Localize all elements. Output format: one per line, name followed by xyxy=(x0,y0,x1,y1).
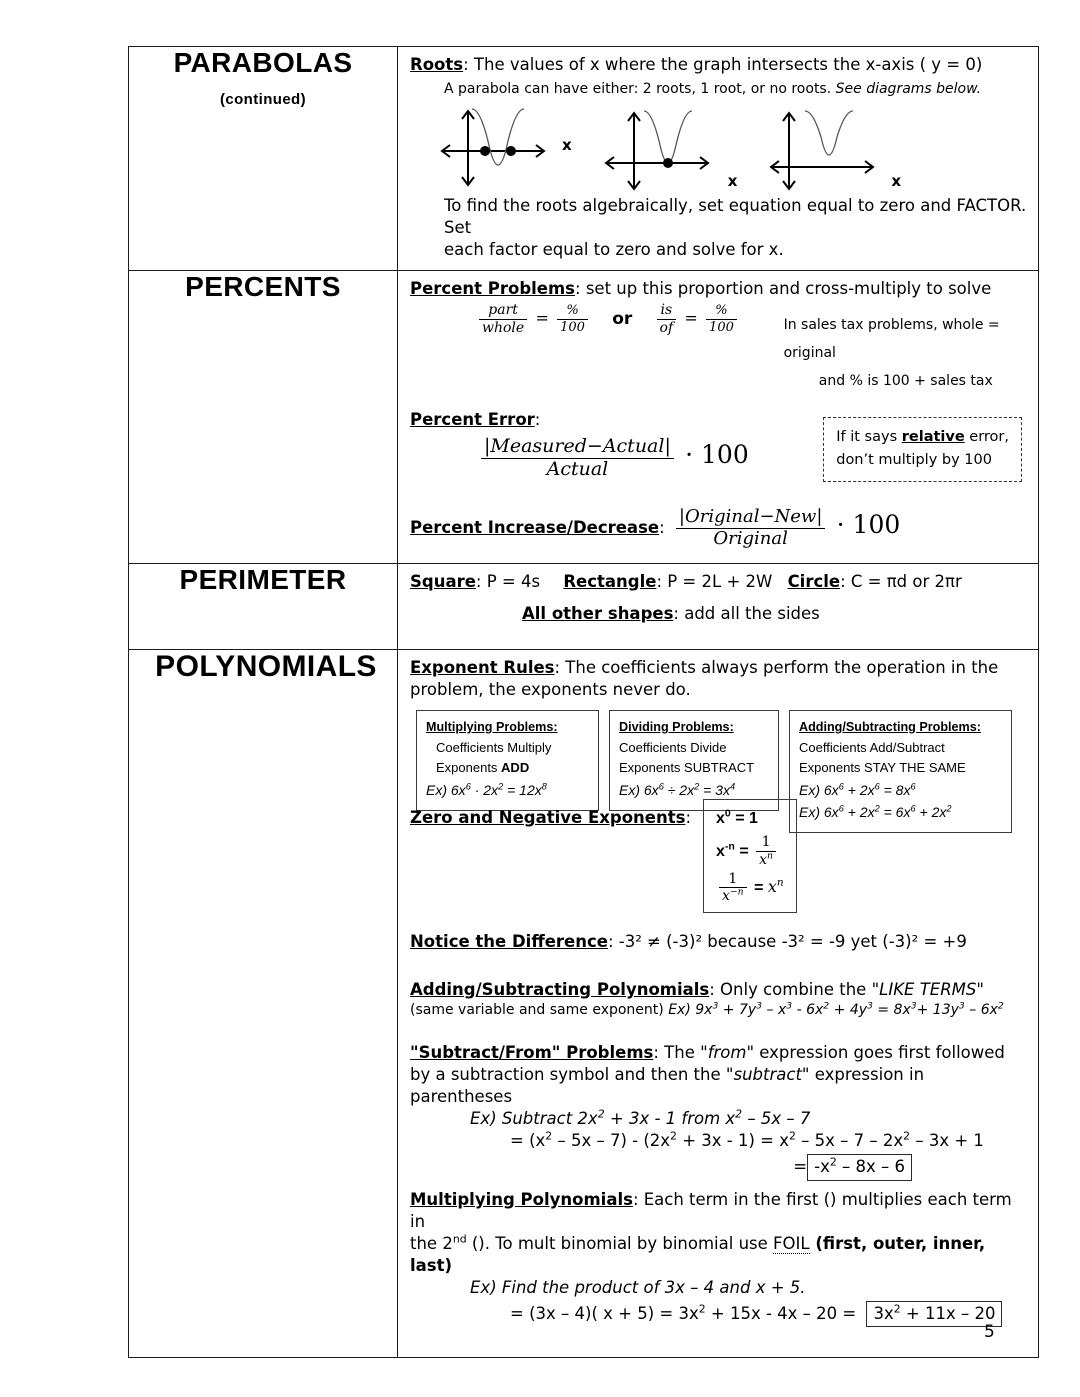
table-row-percents xyxy=(129,271,1039,563)
multiply-poly-text-2a: the 2 xyxy=(410,1233,453,1253)
prop2-numerator: is xyxy=(657,303,677,320)
rulebox-dividing-example: Ex) $6x^6 \div 2x^2 = 3x^4$ xyxy=(619,781,736,798)
subtract-from-line-2 xyxy=(410,1064,1028,1108)
prop2-right-numerator: % xyxy=(706,304,737,320)
proportion-2-right xyxy=(706,304,737,334)
proportion-group xyxy=(410,303,772,335)
roots-definition-text: The values of x where the graph intersects the x-axis ( y = 0) xyxy=(473,55,983,74)
percent-error-multiplier: · 100 xyxy=(685,440,749,470)
zero-negative-box xyxy=(703,799,797,913)
rectangle-label: Rectangle xyxy=(563,571,657,591)
percent-problems-text: : set up this proportion and cross-multiply to solve xyxy=(575,279,992,299)
multiply-poly-text-2c: (first, outer, inner, last) xyxy=(410,1233,986,1275)
multiply-poly-answer-box: $3x^2 + 11x - 20$ xyxy=(866,1301,1002,1327)
parabola-root-count-note xyxy=(410,80,1028,99)
rulebox-multiplying-line-2: Exponents ADD xyxy=(436,760,530,776)
page-number: 5 xyxy=(984,1322,995,1342)
two-roots-parabola-icon xyxy=(428,101,558,189)
subtract-from-text-c: expression goes first followed xyxy=(754,1042,1005,1062)
parabola-note-text: A parabola can have either: 2 roots, 1 root, or no roots. xyxy=(444,81,832,98)
rulebox-multiplying-line-1: Coefficients Multiply xyxy=(436,739,552,755)
row-label-cell-perimeter xyxy=(129,563,398,649)
subtract-from-line-1 xyxy=(410,1042,1028,1064)
negative-exponent-numerator: 1 xyxy=(756,835,776,852)
percent-change-block xyxy=(410,505,1028,549)
sales-tax-note-line-1: In sales tax problems, whole = original xyxy=(783,317,1000,362)
other-shapes-formula: : add all the sides xyxy=(673,603,820,623)
percent-change-fraction xyxy=(676,505,826,549)
rulebox-dividing-line-1: Coefficients Divide xyxy=(619,739,727,755)
relative-error-keyword: relative xyxy=(901,429,965,446)
subtract-from-example: Ex) Subtract $2x^2 + 3x - 1$ from $x^2 - 5x - 7$ xyxy=(470,1107,811,1129)
percent-error-formula xyxy=(410,437,823,480)
row-content-cell-polynomials xyxy=(398,649,1039,1357)
no-roots-parabola-diagram xyxy=(759,105,901,193)
relative-error-callout xyxy=(823,417,1022,481)
subtract-from-text-2c: expression in parentheses xyxy=(410,1065,925,1107)
rulebox-dividing-title: Dividing Problems: xyxy=(619,720,734,734)
percent-change-multiplier: · 100 xyxy=(836,509,901,539)
subtract-from-word-subtract: "subtract" xyxy=(725,1065,810,1084)
add-sub-poly-text: : Only combine the xyxy=(709,980,872,1000)
notice-difference-heading: Notice the Difference xyxy=(410,931,608,951)
proportion-or-label: or xyxy=(612,308,633,329)
reference-sheet-table xyxy=(128,46,1039,1358)
subtract-from-text-2a: by a subtraction symbol and then the xyxy=(410,1065,726,1084)
percent-error-block xyxy=(410,409,1028,481)
subtract-from-text-a: : The xyxy=(653,1042,701,1062)
parabola-note-italic: See diagrams below. xyxy=(835,81,982,98)
multiply-poly-example: Ex) Find the product of 3x – 4 and x + 5. xyxy=(470,1277,806,1297)
add-sub-poly-paren: (same variable and same exponent) xyxy=(410,1002,669,1019)
percent-change-heading: Percent Increase/Decrease xyxy=(410,517,660,537)
reciprocal-result: $x^n$ xyxy=(767,876,784,896)
rectangle-formula: : P = 2L + 2W xyxy=(656,571,773,591)
other-shapes-label: All other shapes xyxy=(522,603,674,623)
subtract-from-work: = $(x^2 - 5x - 7) - (2x^2 + 3x - 1) = x^2 - 5x - 7 - 2x^2 - 3x + 1$ xyxy=(510,1129,984,1151)
roots-closing-line-2: each factor equal to zero and solve for x. xyxy=(444,240,784,260)
row-label-cell-parabolas xyxy=(129,47,398,271)
relative-error-suffix: error, xyxy=(964,429,1009,446)
subtract-from-answer-line xyxy=(410,1154,1028,1180)
sales-tax-note-line-2: and % is 100 + sales tax xyxy=(818,373,993,390)
table-row-perimeter xyxy=(129,563,1039,649)
row-label-cell-percents xyxy=(129,271,398,563)
roots-heading: Roots xyxy=(410,55,464,74)
add-sub-poly-line-1 xyxy=(410,979,1028,1001)
proportion-1-right xyxy=(557,304,588,334)
rulebox-adding-subtracting xyxy=(789,710,1012,833)
foil-acronym: FOIL xyxy=(773,1233,810,1253)
two-roots-x-axis-label: x xyxy=(562,135,572,154)
row-subtitle-parabolas: (continued) xyxy=(219,91,307,109)
reciprocal-fraction xyxy=(719,872,747,904)
row-content-cell-percents xyxy=(398,271,1039,563)
parabola-diagrams xyxy=(410,101,1028,193)
rulebox-adding-line-1: Coefficients Add/Subtract xyxy=(799,739,945,755)
subtract-from-heading: "Subtract/From" Problems xyxy=(410,1042,654,1062)
prop1-denominator: whole xyxy=(482,319,525,336)
multiply-poly-work-line xyxy=(410,1301,1028,1327)
multiply-poly-line-2 xyxy=(410,1233,1028,1277)
rulebox-dividing xyxy=(609,710,779,811)
rulebox-multiplying xyxy=(416,710,599,811)
rulebox-multiplying-example: Ex) $6x^6 \cdot 2x^2 = 12x^8$ xyxy=(426,781,547,798)
relative-error-line-1 xyxy=(836,426,1009,449)
one-root-parabola-diagram xyxy=(596,105,738,193)
percent-change-denominator: Original xyxy=(713,527,788,549)
perimeter-formula-line xyxy=(410,571,1028,593)
table-row-polynomials xyxy=(129,649,1039,1357)
zero-negative-colon: : xyxy=(685,808,692,828)
rulebox-adding-example-2: Ex) $6x^6 + 2x^2 = 6x^6 + 2x^2$ xyxy=(799,803,952,821)
sales-tax-note xyxy=(784,311,1028,395)
one-root-parabola-icon xyxy=(596,105,724,193)
prop2-right-denominator: 100 xyxy=(709,319,734,335)
add-sub-poly-example: Ex) $9x^3 + 7y^3 - x^3 - 6x^2 + 4y^3 = 8x^3+ 13y^3 - 6x^2$ xyxy=(668,1000,1004,1019)
multiply-poly-work: = (3x – 4)( $x + 5) = 3x^2 + 15x - 4x - 20$ = xyxy=(510,1302,857,1324)
rulebox-multiplying-title: Multiplying Problems: xyxy=(426,720,558,734)
perimeter-other-line xyxy=(410,603,1028,625)
percent-error-denominator: Actual xyxy=(546,458,609,481)
exponent-rules-line-1 xyxy=(410,657,1028,679)
multiply-poly-text-1: : Each term in the first () multiplies each term in xyxy=(410,1189,1012,1231)
no-roots-x-axis-label: x xyxy=(891,171,902,190)
row-title-percents: PERCENTS xyxy=(185,271,341,303)
notice-difference-line xyxy=(410,931,1028,953)
exponent-rules-heading: Exponent Rules xyxy=(410,657,555,677)
percent-error-heading: Percent Error xyxy=(410,410,535,430)
prop1-equals: = xyxy=(535,308,549,328)
multiply-poly-text-2b: (). To mult binomial by binomial use xyxy=(466,1233,774,1253)
prop1-right-numerator: % xyxy=(557,304,588,320)
subtract-from-word-from: "from" xyxy=(700,1042,755,1062)
relative-error-prefix: If it says xyxy=(836,429,902,446)
add-sub-poly-heading: Adding/Subtracting Polynomials xyxy=(410,980,710,1000)
prop2-equals: = xyxy=(684,308,698,328)
percent-error-colon: : xyxy=(534,410,541,430)
negative-exponent-denominator: $x^n$ xyxy=(759,850,773,868)
add-sub-poly-quoted: "LIKE TERMS" xyxy=(871,980,984,1000)
percent-change-numerator: |Original−New| xyxy=(676,508,826,529)
reciprocal-numerator: 1 xyxy=(719,872,747,889)
multiply-poly-heading: Multiplying Polynomials xyxy=(410,1189,633,1209)
percent-error-numerator: |Measured−Actual| xyxy=(481,437,674,459)
notice-difference-text: : -3² ≠ (-3)² because -3² = -9 yet (-3)² = +9 xyxy=(607,931,967,951)
no-roots-parabola-icon xyxy=(759,105,887,193)
one-root-x-axis-label: x xyxy=(727,171,738,190)
two-roots-parabola-diagram xyxy=(428,101,572,189)
proportion-1-left xyxy=(479,303,527,335)
prop2-denominator: of xyxy=(659,319,674,336)
roots-definition-line xyxy=(410,54,1028,76)
zero-exponent-rule: $x^0 = 1$ xyxy=(716,807,758,828)
row-title-parabolas: PARABOLAS xyxy=(173,47,353,78)
prop1-numerator: part xyxy=(479,303,527,320)
zero-negative-heading: Zero and Negative Exponents xyxy=(410,808,686,828)
percent-change-colon: : xyxy=(659,517,665,537)
circle-label: Circle xyxy=(787,571,841,591)
percent-error-heading-line xyxy=(410,409,823,431)
percent-proportions-row xyxy=(410,303,1028,395)
percent-problems-line xyxy=(410,278,1028,300)
multiply-poly-line-1 xyxy=(410,1189,1028,1233)
rulebox-adding-title: Adding/Subtracting Problems: xyxy=(799,720,981,734)
rulebox-dividing-line-2: Exponents SUBTRACT xyxy=(619,760,755,776)
reciprocal-denominator: $x^{-n}$ xyxy=(722,886,744,905)
rulebox-adding-line-2: Exponents STAY THE SAME xyxy=(799,760,966,776)
row-content-cell-perimeter xyxy=(398,563,1039,649)
negative-exponent-fraction xyxy=(756,835,776,867)
row-title-perimeter: PERIMETER xyxy=(179,563,347,595)
square-label: Square xyxy=(410,571,476,591)
multiply-poly-ordinal: nd xyxy=(452,1232,467,1246)
table-row-parabolas xyxy=(129,47,1039,271)
percent-error-fraction xyxy=(481,437,674,480)
add-sub-poly-line-2 xyxy=(410,1001,1028,1020)
prop1-right-denominator: 100 xyxy=(560,319,585,335)
row-title-polynomials: POLYNOMIALS xyxy=(155,649,377,683)
square-formula: : P = 4s xyxy=(475,571,541,591)
proportion-2-left xyxy=(657,303,677,335)
exponent-rules-line-2: problem, the exponents never do. xyxy=(410,679,691,699)
subtract-from-answer-prefix: = xyxy=(793,1157,808,1177)
subtract-from-answer-box: $-x^2 - 8x - 6$ xyxy=(807,1154,912,1180)
percent-problems-heading: Percent Problems xyxy=(410,279,576,299)
circle-formula: : C = πd or 2πr xyxy=(840,571,962,591)
rulebox-adding-example-1: Ex) $6x^6 + 2x^6 = 8x^6$ xyxy=(799,781,916,798)
roots-closing-line-1: To find the roots algebraically, set equation equal to zero and FACTOR. Set xyxy=(444,195,1027,237)
roots-colon: : xyxy=(463,55,469,74)
reciprocal-exponent-rule: $\frac{1}{x^{-n}}$ = $x^n$ xyxy=(716,872,784,904)
relative-error-line-2: don’t multiply by 100 xyxy=(836,452,992,469)
exponent-rules-text-1: : The coefficients always perform the operation in the xyxy=(554,657,999,677)
row-label-cell-polynomials xyxy=(129,649,398,1357)
row-content-cell-parabolas xyxy=(398,47,1039,271)
negative-exponent-rule: $x^{-n}$ = $\frac{1}{x^n}$ xyxy=(716,835,784,867)
